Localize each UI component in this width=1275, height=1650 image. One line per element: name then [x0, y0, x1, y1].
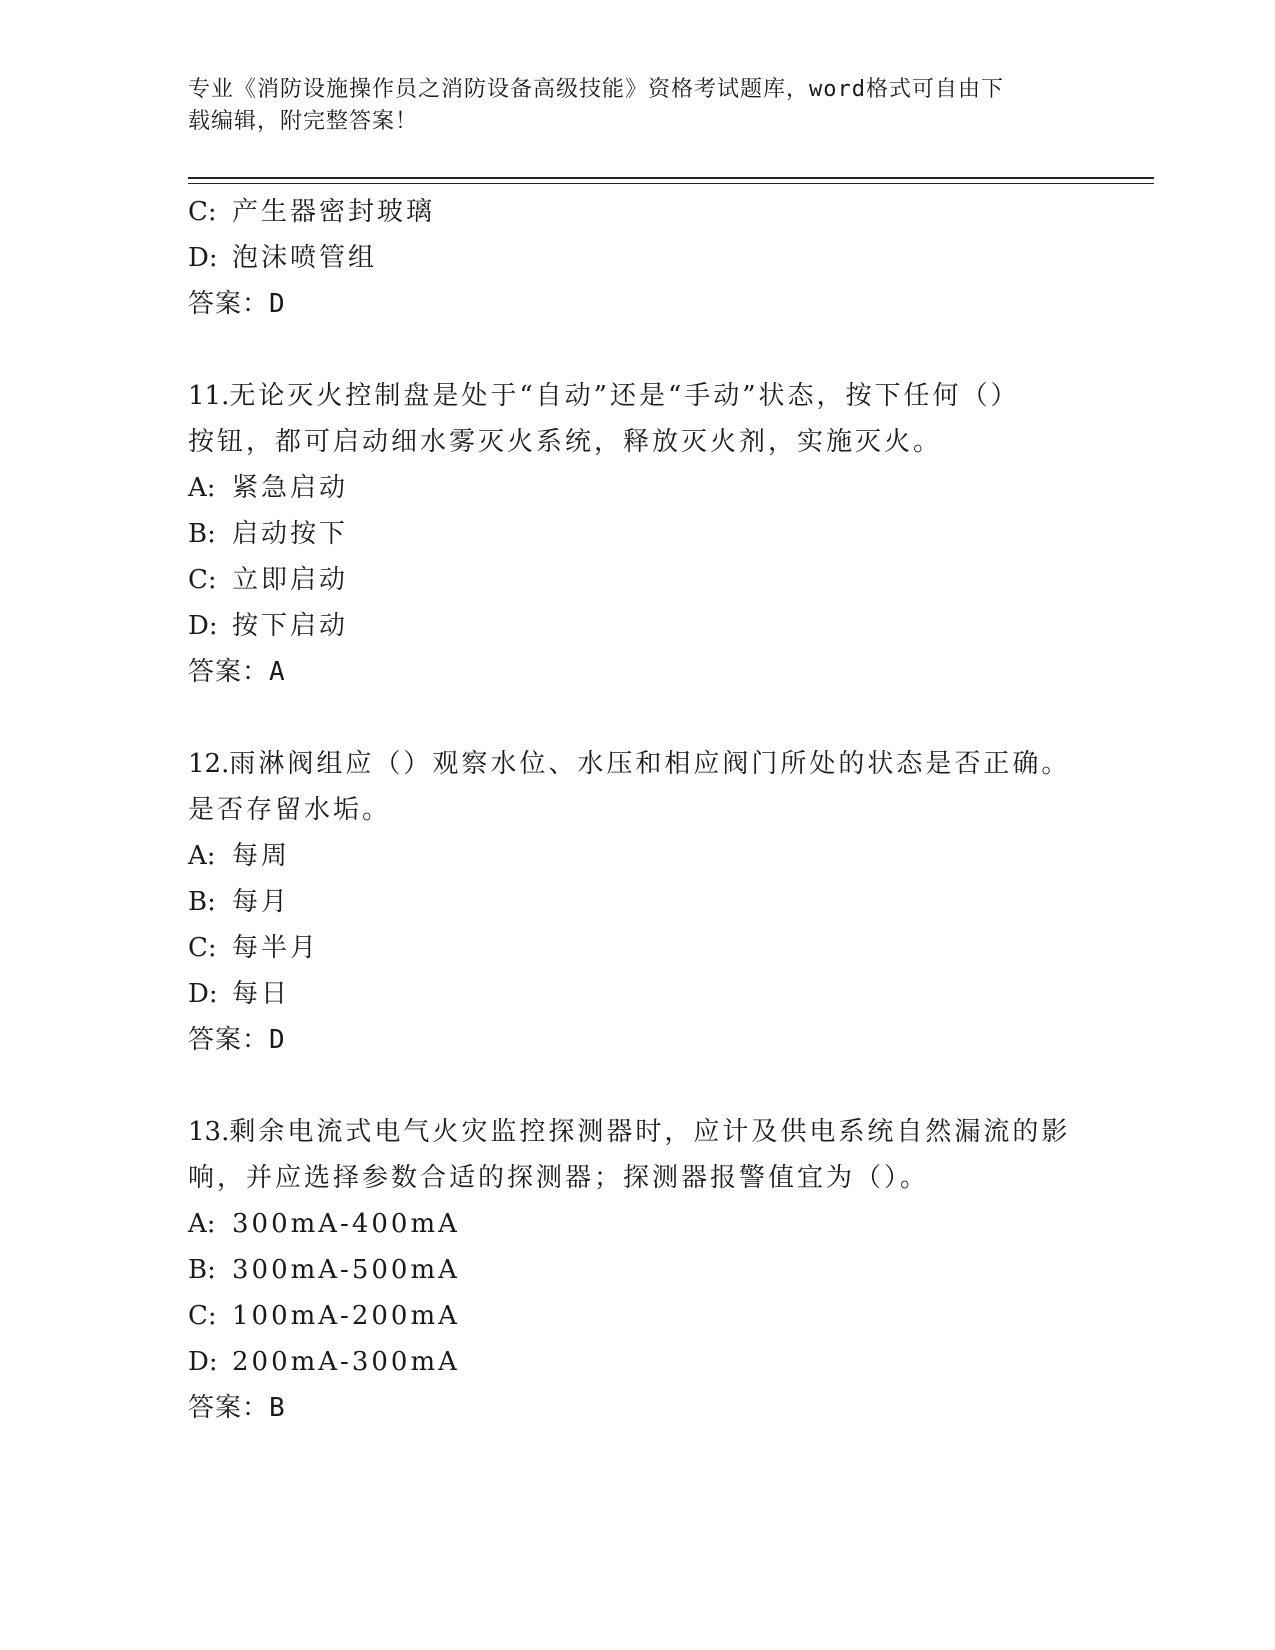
- option-text: 200mA-300mA: [232, 1347, 460, 1377]
- option-text: 每半月: [232, 933, 320, 963]
- option-a: [188, 1201, 1088, 1247]
- option-letter: D:: [188, 979, 218, 1009]
- option-c: [188, 189, 1088, 235]
- option-letter: A:: [188, 1209, 216, 1239]
- option-text: 300mA-500mA: [232, 1255, 460, 1285]
- option-a: [188, 833, 1088, 879]
- option-c: [188, 925, 1088, 971]
- option-b: [188, 1247, 1088, 1293]
- option-text: 100mA-200mA: [232, 1301, 460, 1331]
- answer-line: 答案：D: [188, 1025, 286, 1055]
- question-13-line-2: 响，并应选择参数合适的探测器；探测器报警值宜为（）。: [188, 1163, 930, 1193]
- question-list: [188, 189, 1088, 1431]
- option-text: 产生器密封玻璃: [232, 197, 436, 227]
- option-text: 泡沫喷管组: [232, 243, 378, 273]
- option-d: [188, 971, 1088, 1017]
- question-13-line-1: [188, 1109, 1088, 1155]
- option-c: [188, 1293, 1088, 1339]
- header-divider-thick: [188, 177, 1154, 179]
- option-letter: C:: [188, 1301, 217, 1331]
- question-number: 13.: [188, 1117, 230, 1147]
- question-number: 12.: [188, 749, 230, 779]
- option-letter: C:: [188, 197, 217, 227]
- page-header: [188, 74, 1068, 138]
- option-letter: C:: [188, 565, 217, 595]
- answer-line: 答案：A: [188, 657, 286, 687]
- option-letter: A:: [188, 473, 216, 503]
- option-text: 启动按下: [232, 519, 349, 549]
- question-12-line-2: 是否存留水垢。: [188, 795, 392, 825]
- option-b: [188, 511, 1088, 557]
- header-divider-thin: [188, 183, 1154, 184]
- option-text: 每月: [232, 887, 291, 917]
- option-text: 每日: [232, 979, 291, 1009]
- question-11-line-1: [188, 373, 1088, 419]
- option-letter: D:: [188, 611, 218, 641]
- option-letter: B:: [188, 887, 216, 917]
- question-text: 剩余电流式电气火灾监控探测器时，应计及供电系统自然漏流的影: [229, 1117, 1071, 1147]
- option-d: [188, 1339, 1088, 1385]
- option-text: 紧急启动: [232, 473, 349, 503]
- option-letter: C:: [188, 933, 217, 963]
- option-letter: D:: [188, 243, 218, 273]
- answer-line: 答案：D: [188, 289, 286, 319]
- option-letter: B:: [188, 519, 216, 549]
- option-a: [188, 465, 1088, 511]
- question-text: 雨淋阀组应（）观察水位、水压和相应阀门所处的状态是否正确。: [229, 749, 1071, 779]
- option-text: 每周: [232, 841, 291, 871]
- option-d: [188, 603, 1088, 649]
- answer-line: 答案：B: [188, 1393, 286, 1423]
- header-line-2: 载编辑，附完整答案！: [188, 109, 419, 134]
- option-b: [188, 879, 1088, 925]
- option-text: 立即启动: [232, 565, 349, 595]
- option-letter: D:: [188, 1347, 218, 1377]
- question-12-line-1: [188, 741, 1088, 787]
- spacer: [188, 695, 1088, 741]
- header-line-1: 专业《消防设施操作员之消防设备高级技能》资格考试题库，word格式可自由下: [188, 77, 1004, 102]
- option-letter: A:: [188, 841, 216, 871]
- question-11-line-2: 按钮，都可启动细水雾灭火系统，释放灭火剂，实施灭火。: [188, 427, 943, 457]
- spacer: [188, 1063, 1088, 1109]
- spacer: [188, 327, 1088, 373]
- option-text: 300mA-400mA: [232, 1209, 460, 1239]
- option-c: [188, 557, 1088, 603]
- question-number: 11.: [188, 381, 230, 411]
- option-letter: B:: [188, 1255, 216, 1285]
- question-text: 无论灭火控制盘是处于“自动”还是“手动”状态，按下任何（）: [229, 381, 1020, 411]
- option-text: 按下启动: [232, 611, 349, 641]
- option-d: [188, 235, 1088, 281]
